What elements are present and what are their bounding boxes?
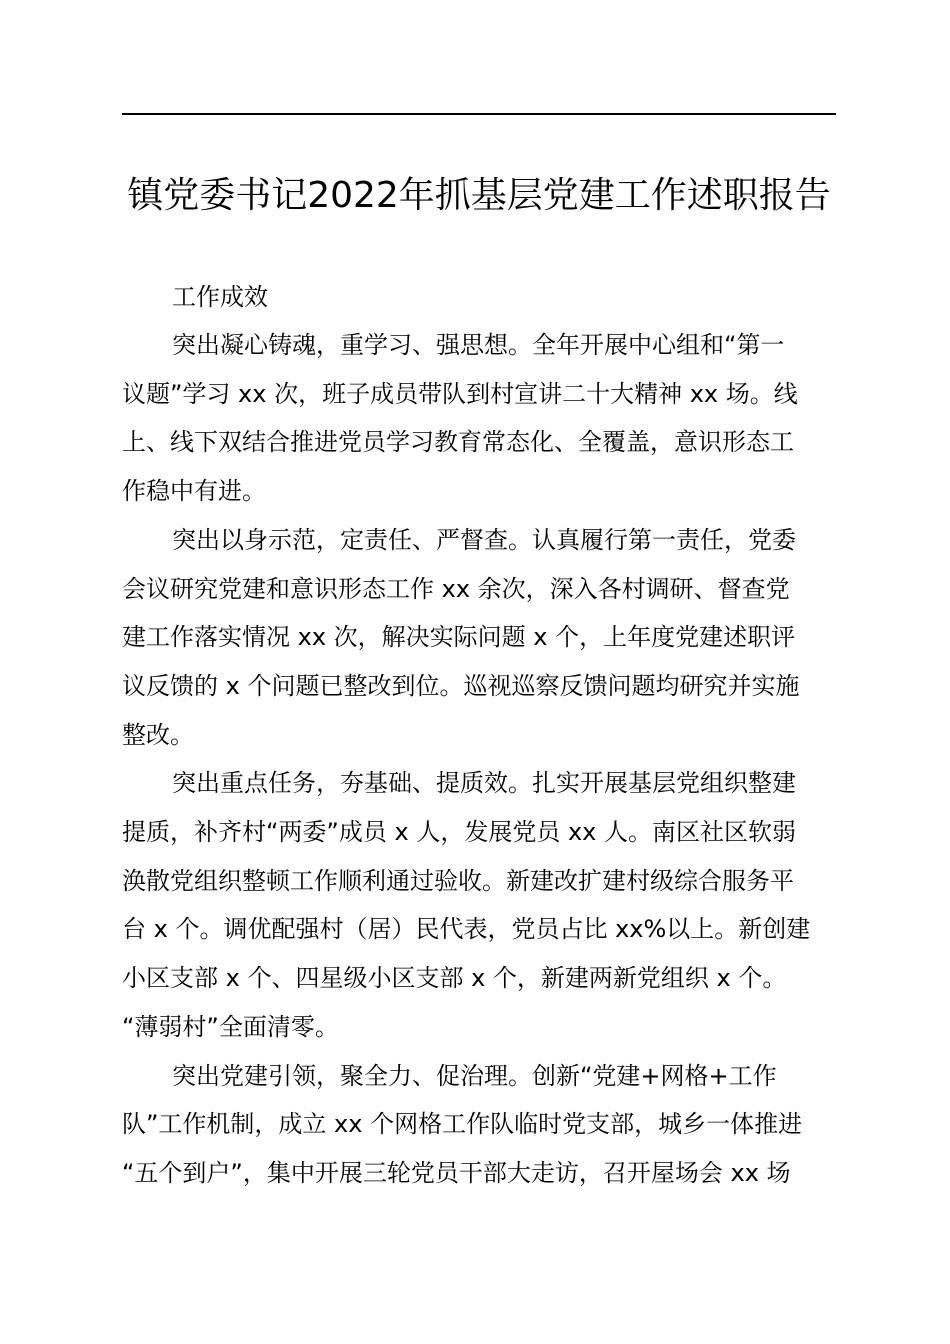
paragraph-line: 建工作落实情况 xx 次，解决实际问题 x 个，上年度党建述职评 xyxy=(122,623,796,652)
header-rule xyxy=(122,113,836,115)
paragraph xyxy=(122,1052,836,1198)
document-body xyxy=(122,273,836,1198)
paragraph-line: 作稳中有进。 xyxy=(122,477,266,506)
paragraph-line: 小区支部 x 个、四星级小区支部 x 个，新建两新党组织 x 个。 xyxy=(122,964,787,993)
paragraph-line: 会议研究党建和意识形态工作 xx 余次，深入各村调研、督查党 xyxy=(122,574,790,603)
paragraph-line: 议题”学习 xx 次，班子成员带队到村宣讲二十大精神 xx 场。线 xyxy=(122,379,798,408)
paragraph-line: 突出重点任务，夯基础、提质效。扎实开展基层党组织整建 xyxy=(172,769,796,798)
paragraph-line: 涣散党组织整顿工作顺利通过验收。新建改扩建村级综合服务平 xyxy=(122,866,794,895)
paragraph-line: 队”工作机制，成立 xx 个网格工作队临时党支部，城乡一体推进 xyxy=(122,1110,803,1139)
document-title: 镇党委书记2022年抓基层党建工作述职报告 xyxy=(127,175,831,216)
paragraph-line: 突出以身示范，定责任、严督查。认真履行第一责任，党委 xyxy=(172,525,796,554)
paragraph-line: 突出党建引领，聚全力、促治理。创新“党建+网格+工作 xyxy=(172,1061,777,1090)
paragraph xyxy=(122,516,836,760)
paragraph-line: 提质，补齐村“两委”成员 x 人，发展党员 xx 人。南区社区软弱 xyxy=(122,818,796,847)
paragraph-line: 议反馈的 x 个问题已整改到位。巡视巡察反馈问题均研究并实施 xyxy=(122,671,800,700)
paragraph-line: 整改。 xyxy=(122,720,194,749)
paragraph xyxy=(122,321,836,516)
paragraph-line: “五个到户”，集中开展三轮党员干部大走访，召开屋场会 xx 场 xyxy=(122,1158,791,1187)
paragraph-line: “薄弱村”全面清零。 xyxy=(122,1012,339,1041)
paragraph-line: 上、线下双结合推进党员学习教育常态化、全覆盖，意识形态工 xyxy=(122,428,794,457)
section-heading: 工作成效 xyxy=(172,283,268,311)
paragraph xyxy=(122,759,836,1051)
paragraph-line: 突出凝心铸魂，重学习、强思想。全年开展中心组和“第一 xyxy=(172,331,785,359)
paragraph-line: 台 x 个。调优配强村（居）民代表，党员占比 xx%以上。新创建 xyxy=(122,915,811,944)
